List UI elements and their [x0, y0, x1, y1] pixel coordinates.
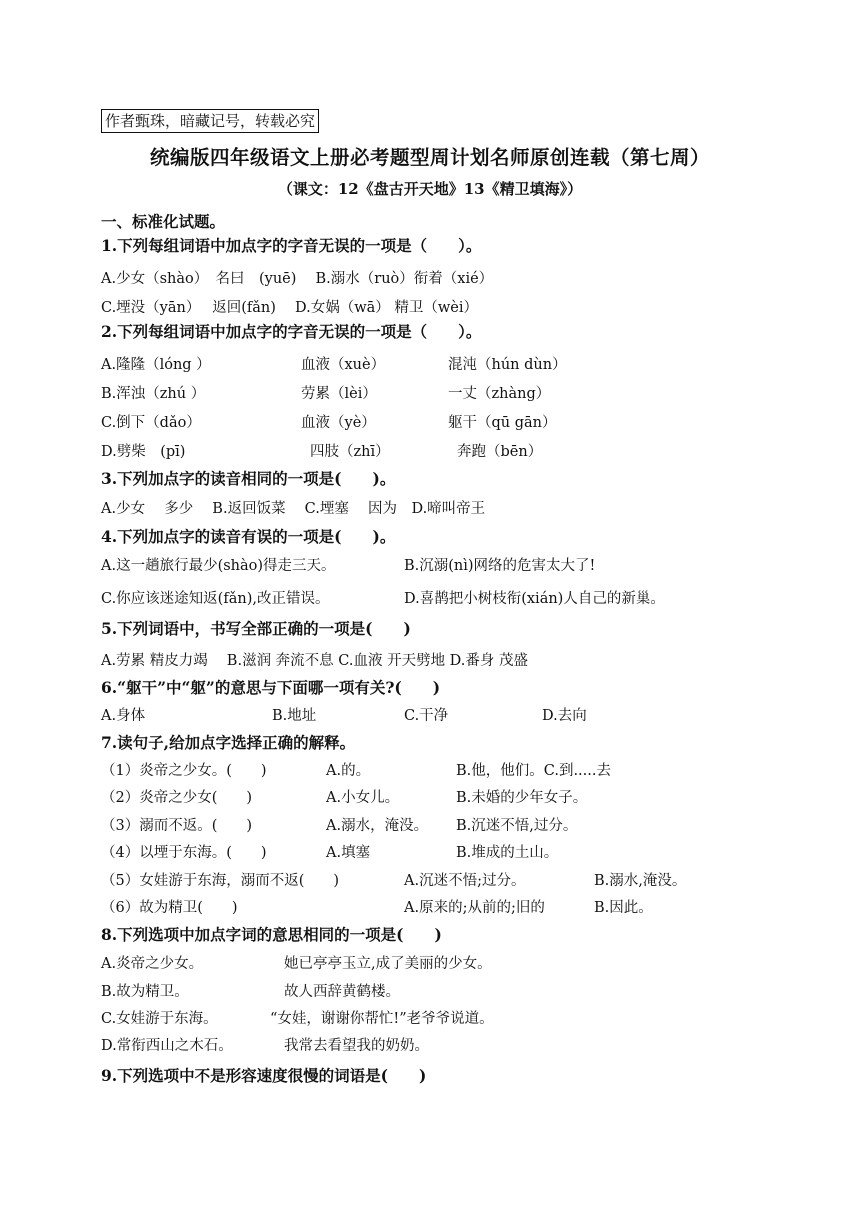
question-7-choice-a: A.沉迷不悟;过分。 — [404, 873, 526, 889]
question-7-item: （4）以堙于东海。( ) — [101, 845, 267, 861]
question-2-option: C.倒下（dǎo） — [101, 415, 201, 431]
question-7-choice-a: A.溺水，淹没。 — [326, 818, 429, 834]
question-1-stem: 1.下列每组词语中加点字的字音无误的一项是（ ）。 — [101, 236, 482, 255]
question-7-choice-a: A.的。 — [326, 763, 371, 779]
question-4-option-a: A.这一趟旅行最少(shào)得走三天。 — [101, 558, 336, 574]
question-7-item: （3）溺而不返。( ) — [101, 818, 253, 834]
question-6-option: C.干净 — [404, 708, 449, 724]
copyright-stamp: 作者甄珠，暗藏记号，转载必究 — [101, 109, 319, 133]
question-2-option: 躯干（qū gān） — [448, 415, 557, 431]
question-2-option: A.隆隆（lóng ） — [101, 357, 211, 373]
question-6-option: A.身体 — [101, 708, 146, 724]
question-7-item: （1）炎帝之少女。( ) — [101, 763, 267, 779]
question-2-stem: 2.下列每组词语中加点字的字音无误的一项是（ ）。 — [101, 322, 482, 341]
page-title: 统编版四年级语文上册必考题型周计划名师原创连载（第七周） — [149, 146, 710, 169]
question-7-choice-b: B.堆成的土山。 — [456, 845, 559, 861]
question-5-stem: 5.下列词语中，书写全部正确的一项是( ) — [101, 619, 411, 638]
question-2-option: 奔跑（bēn） — [457, 444, 543, 460]
question-2-option: 混沌（hún dùn） — [448, 357, 567, 373]
question-2-option: B.浑浊（zhú ） — [101, 386, 206, 402]
question-8-compare: 她已亭亭玉立,成了美丽的少女。 — [284, 956, 492, 972]
question-1-options-row-2: C.堙没（yān） 返回(fǎn) D.女娲（wā） 精卫（wèi） — [101, 300, 479, 316]
page-subtitle: （课文：12《盘古开天地》13《精卫填海》） — [277, 180, 583, 198]
question-8-compare: “女娃，谢谢你帮忙!”老爷爷说道。 — [270, 1011, 494, 1027]
question-8-stem: 8.下列选项中加点字词的意思相同的一项是( ) — [101, 925, 442, 944]
question-6-option: B.地址 — [272, 708, 317, 724]
question-7-stem: 7.读句子,给加点字选择正确的解释。 — [101, 733, 356, 752]
question-8-compare: 我常去看望我的奶奶。 — [284, 1038, 429, 1054]
question-7-choice-a: A.原来的;从前的;旧的 — [404, 900, 545, 916]
question-2-option: 四肢（zhī） — [310, 444, 390, 460]
question-2-option: 血液（yè） — [301, 415, 376, 431]
question-2-option: 劳累（lèi） — [301, 386, 377, 402]
question-7-choice-a: A.填塞 — [326, 845, 371, 861]
question-8-option: B.故为精卫。 — [101, 984, 189, 1000]
question-1-options-row-1: A.少女（shào） 名曰 (yuē) B.溺水（ruò）衔着（xié） — [101, 271, 494, 287]
question-3-stem: 3.下列加点字的读音相同的一项是( )。 — [101, 469, 396, 488]
question-7-choice-b: B.他，他们。C.到.....去 — [456, 763, 611, 779]
question-8-compare: 故人西辞黄鹤楼。 — [284, 984, 400, 1000]
question-4-option-b: B.沉溺(nì)网络的危害太大了! — [404, 558, 596, 574]
question-5-options: A.劳累 精皮力竭 B.滋润 奔流不息 C.血液 开天劈地 D.番身 茂盛 — [101, 653, 529, 669]
question-7-choice-b: B.沉迷不悟,过分。 — [456, 818, 578, 834]
question-4-option-d: D.喜鹊把小树枝衔(xián)人自己的新巢。 — [404, 591, 665, 607]
question-7-choice-b: B.未婚的少年女子。 — [456, 790, 588, 806]
question-3-options: A.少女 多少 B.返回饭菜 C.堙塞 因为 D.啼叫帝王 — [101, 501, 486, 517]
question-8-option: A.炎帝之少女。 — [101, 956, 204, 972]
question-7-item: （2）炎帝之少女( ) — [101, 790, 253, 806]
question-7-choice-b: B.溺水,淹没。 — [594, 873, 687, 889]
question-7-item: （6）故为精卫( ) — [101, 900, 238, 916]
question-6-stem: 6.“躯干”中“躯”的意思与下面哪一项有关?( ) — [101, 678, 441, 697]
question-2-option: D.劈柴 (pī) — [101, 444, 186, 460]
question-2-option: 血液（xuè） — [301, 357, 386, 373]
section-heading: 一、标准化试题。 — [101, 212, 226, 231]
question-2-option: 一丈（zhàng） — [448, 386, 551, 402]
question-7-choice-b: B.因此。 — [594, 900, 653, 916]
question-8-option: C.女娃游于东海。 — [101, 1011, 218, 1027]
question-7-item: （5）女娃游于东海，溺而不返( ) — [101, 873, 340, 889]
question-4-option-c: C.你应该迷途知返(fǎn),改正错误。 — [101, 591, 330, 607]
question-7-choice-a: A.小女儿。 — [326, 790, 400, 806]
question-9-stem: 9.下列选项中不是形容速度很慢的词语是( ) — [101, 1066, 427, 1085]
question-6-option: D.去向 — [542, 708, 587, 724]
question-8-option: D.常衔西山之木石。 — [101, 1038, 233, 1054]
question-4-stem: 4.下列加点字的读音有误的一项是( )。 — [101, 527, 396, 546]
